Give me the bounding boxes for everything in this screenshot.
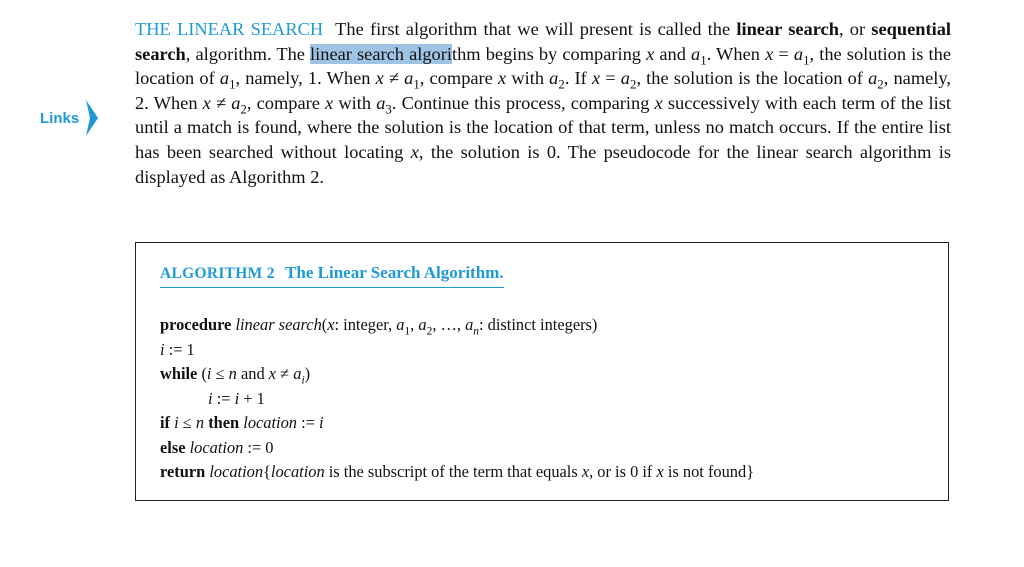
links-marker[interactable]	[40, 99, 99, 137]
linear-search-paragraph: THE LINEAR SEARCH The first algorithm that we will present is called the linear search, or sequential search, algorithm. The linear search algorithm begins by comparing x and $a_1$. When $x = a_1$, the solution is the location of $a_1$, namely, 1. When $x \ne a_1$, compare x with $a_2$. If $x = a_2$, the solution is the location of $a_2$, namely, 2. When $x \ne a_2$, compare x with $a_3$. Continue this process, comparing x successively with each term of the list until a match is found, where the solution is the location of that term, unless no match occurs. If the entire list has been searched without locating x, the solution is 0. The pseudocode for the linear search algorithm is displayed as Algorithm 2.	[135, 19, 952, 187]
code-line: if i ≤ n then location := i	[160, 413, 324, 432]
code-line: return location{location is the subscript of the term that equals x, or is 0 if x is not found}	[160, 462, 755, 481]
algorithm-name: The Linear Search Algorithm.	[285, 263, 504, 282]
code-line: while (i ≤ n and $x \ne a_i$)	[160, 364, 311, 387]
algorithm-number: ALGORITHM 2	[160, 265, 275, 282]
links-label: Links	[40, 109, 80, 127]
pseudocode	[160, 313, 930, 485]
chevron-right-icon	[85, 99, 99, 137]
algorithm-title	[160, 263, 504, 288]
highlighted-text[interactable]: linear search algori	[310, 43, 452, 64]
code-line: i := 1	[160, 339, 195, 359]
code-line: else location := 0	[160, 437, 274, 457]
section-heading: THE LINEAR SEARCH	[135, 19, 324, 39]
code-line: procedure linear search(x: integer, $a_1$, $a_2$, …, $a_n$: distinct integers)	[160, 315, 598, 338]
algorithm-box	[135, 242, 949, 501]
code-line: i := i + 1	[208, 388, 265, 408]
